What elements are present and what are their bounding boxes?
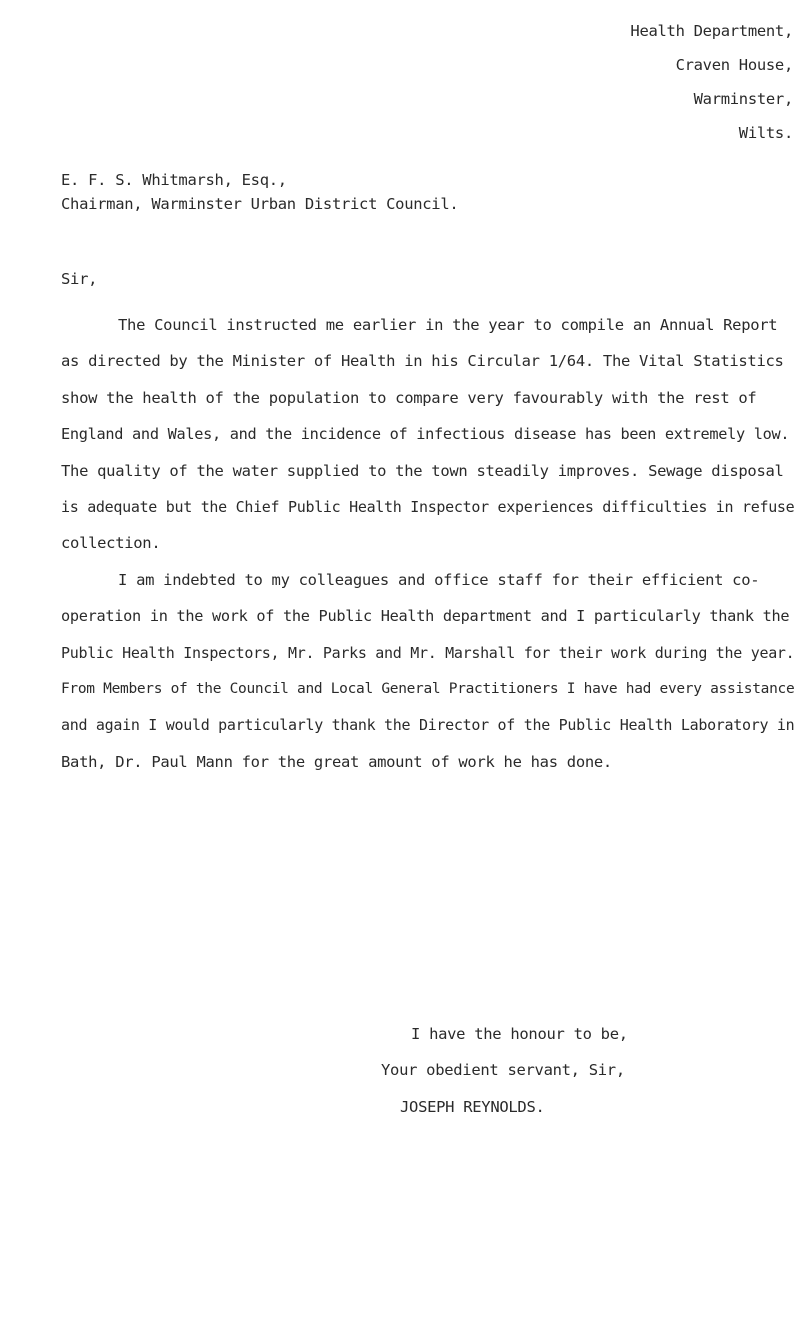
closing-line: I have the honour to be, [411, 1025, 628, 1043]
body-line: operation in the work of the Public Health department and I particularly thank the [61, 607, 790, 626]
body-line: show the health of the population to compare very favourably with the rest of [61, 388, 757, 407]
sender-address-line: Craven House, [675, 56, 793, 74]
recipient-block [61, 168, 458, 216]
sender-address-line: Warminster, [693, 90, 793, 108]
body-line: From Members of the Council and Local General Practitioners I have had every assistance [61, 680, 795, 697]
signature: JOSEPH REYNOLDS. [400, 1097, 545, 1116]
sender-address-line: Health Department, [630, 22, 793, 40]
body-line: The Council instructed me earlier in the year to compile an Annual Report [118, 316, 778, 334]
body-line: is adequate but the Chief Public Health Inspector experiences difficulties in refuse [61, 497, 795, 516]
body-line: as directed by the Minister of Health in his Circular 1/64. The Vital Statistics [61, 352, 784, 371]
sender-address [630, 14, 793, 150]
sender-address-line: Wilts. [738, 124, 793, 142]
body-line: Public Health Inspectors, Mr. Parks and Mr. Marshall for their work during the year. [61, 643, 795, 662]
body-line: England and Wales, and the incidence of infectious disease has been extremely low. [61, 425, 790, 444]
body-line: I am indebted to my colleagues and office staff for their efficient co- [118, 570, 760, 589]
recipient-title: Chairman, Warminster Urban District Council. [61, 195, 459, 213]
letter-body [61, 307, 795, 780]
closing-line: Your obedient servant, Sir, [381, 1061, 625, 1080]
recipient-name: E. F. S. Whitmarsh, Esq., [61, 171, 287, 189]
salutation: Sir, [61, 270, 98, 288]
closing-block [0, 1016, 801, 1125]
body-line: Bath, Dr. Paul Mann for the great amount of work he has done. [61, 752, 612, 771]
body-line: collection. [61, 534, 161, 553]
body-line: The quality of the water supplied to the town steadily improves. Sewage disposal [61, 461, 784, 480]
body-line: and again I would particularly thank the Director of the Public Health Laboratory in [61, 716, 795, 735]
